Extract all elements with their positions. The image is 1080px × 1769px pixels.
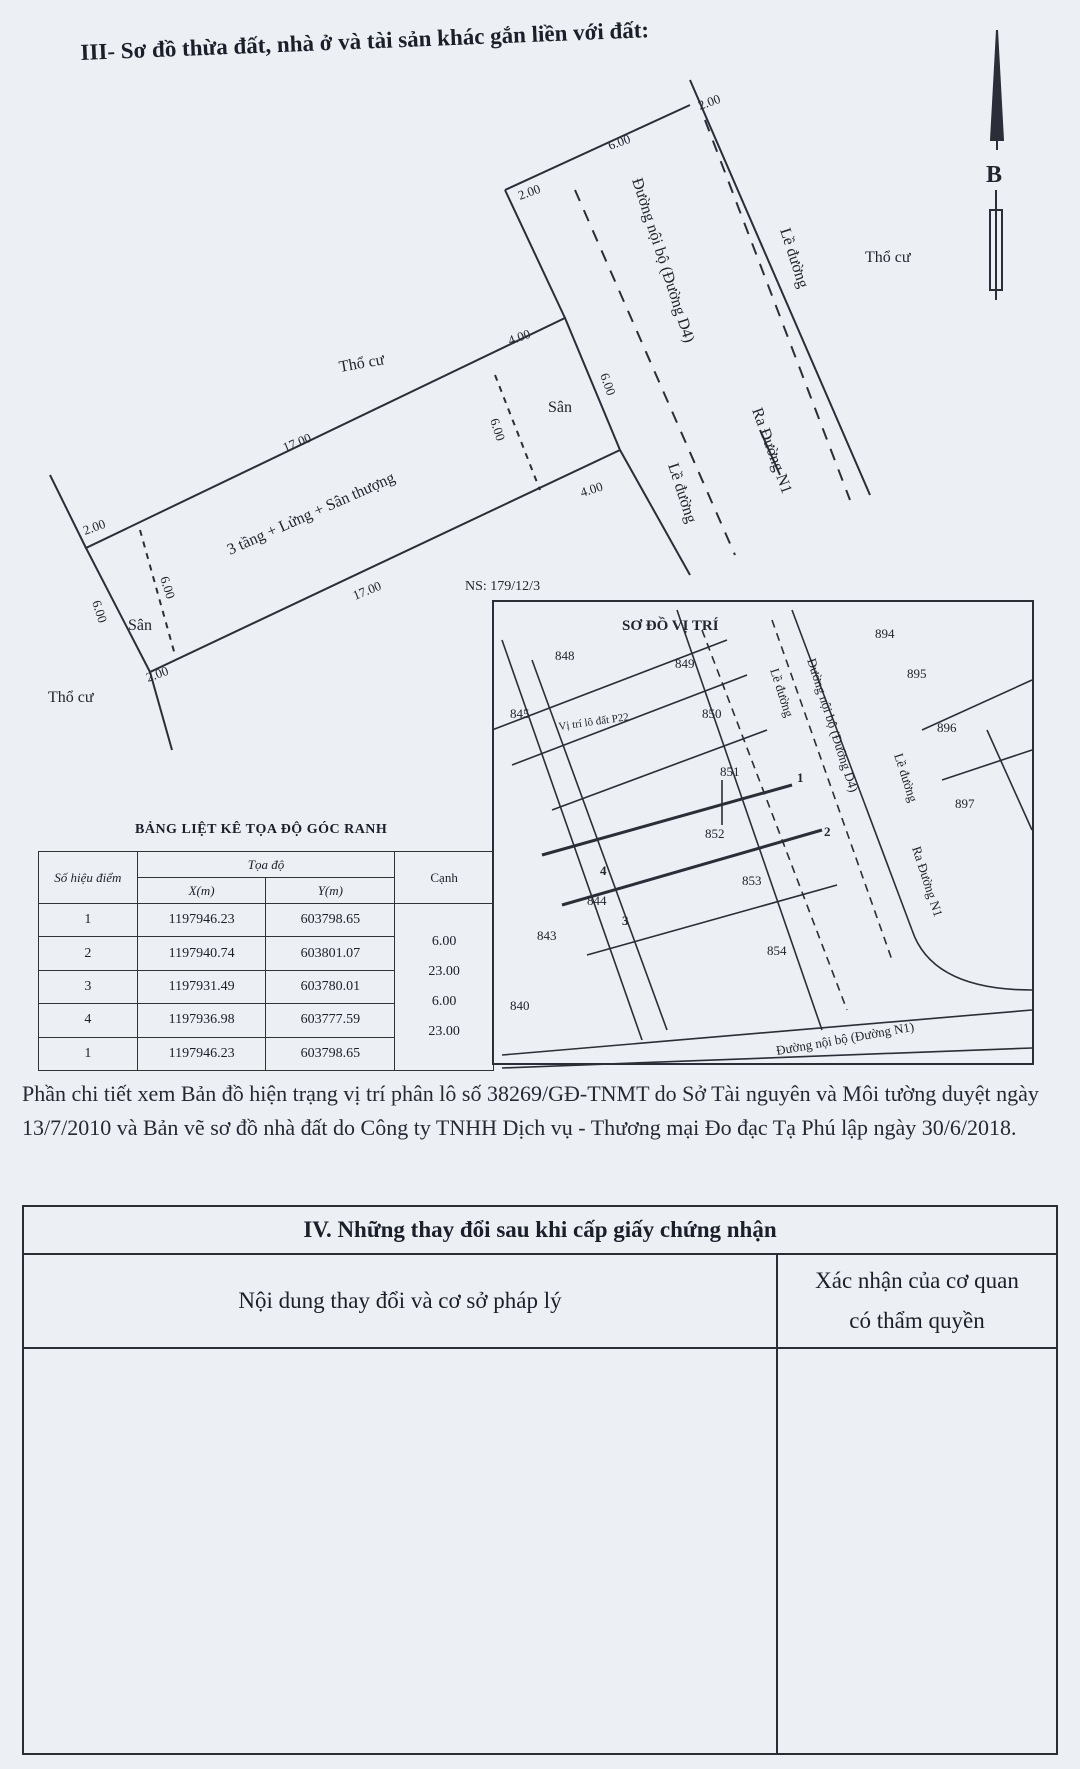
cell-y: 603798.65 [266,1037,395,1071]
parcel-844: 844 [587,893,607,908]
dim-600-e: 6.00 [89,598,111,625]
cell-point: 1 [39,1037,138,1071]
point-4: 4 [600,863,607,878]
north-label: B [986,162,1003,188]
authority-confirm-header [778,1255,1056,1347]
map-road-n1-top [502,1010,1032,1055]
ra-duong-n1-label: Ra Đường N1 [748,405,796,496]
edges-cell [395,904,494,1071]
section3-title: III- Sơ đồ thừa đất, nhà ở và tài sản khác gắn liền với đất: [80,17,650,65]
authority-line2: có thẩm quyền [849,1308,985,1333]
head-y: Y(m) [266,878,395,904]
map-ra-duong-n1: Ra Đường N1 [909,844,947,919]
cell-point: 1 [39,904,138,937]
dim-600-a: 6.00 [605,130,633,153]
point-3: 3 [622,913,629,928]
dim-200-a: 2.00 [515,180,543,203]
table-row [39,904,494,937]
dim-200-d: 2.00 [143,662,171,685]
map-road-n1-label: Đường nội bộ (Đường N1) [774,1018,916,1058]
cell-y: 603801.07 [266,937,395,970]
parcel-897: 897 [955,796,975,811]
point-2: 2 [824,824,831,839]
dim-600-b: 6.00 [597,370,620,398]
cell-x: 1197946.23 [137,904,266,937]
parcel-853: 853 [742,873,762,888]
tho-cu-left: Thổ cư [48,689,94,706]
san-left: Sân [128,617,152,634]
head-x: X(m) [137,878,266,904]
edge-1-2: 6.00 [431,934,457,949]
parcel-895: 895 [907,666,927,681]
coord-table-title: BẢNG LIỆT KÊ TỌA ĐỘ GÓC RANH [135,822,388,837]
map-corner-curve [912,930,1032,990]
map-road-d4-curb [772,620,892,960]
head-point: Số hiệu điểm [39,852,138,904]
tho-cu-right: Thổ cư [865,249,911,266]
road-edge-left [505,190,565,318]
parcel-894: 894 [875,626,895,641]
lot-p22-label: Vị trí lô đất P22 [557,711,630,733]
map-east-lot-3 [987,730,1032,830]
cell-point: 4 [39,1004,138,1037]
map-le-duong-a: Lề đường [767,666,797,719]
parcel-845: 845 [510,706,530,721]
parcel-843: 843 [537,928,557,943]
location-map-title: SƠ ĐỒ VỊ TRÍ [622,618,719,634]
map-road-d4-label: Đường nội bộ (Đường D4) [804,656,862,794]
section4-title: IV. Những thay đổi sau khi cấp giấy chứng nhận [24,1207,1056,1255]
parcel-850: 850 [702,706,722,721]
location-map-frame [493,601,1033,1064]
cell-x: 1197940.74 [137,937,266,970]
map-le-duong-b: Lề đường [891,751,921,804]
head-edge: Cạnh [395,852,494,904]
edge-3-4: 6.00 [431,994,457,1009]
le-duong-mid: Lề đường [664,460,700,526]
dim-600-d: 6.00 [157,574,179,601]
ns-label: NS: 179/12/3 [465,579,541,594]
parcel-851: 851 [720,764,740,779]
changes-content-cell [24,1349,778,1753]
map-road-d4-left [677,610,822,1030]
cell-x: 1197946.23 [137,1037,266,1071]
map-lot-p22-top [542,785,792,855]
parcel-848: 848 [555,648,575,663]
detail-note: Phần chi tiết xem Bản đồ hiện trạng vị trí phân lô số 38269/GĐ-TNMT do Sở Tài nguyên và Môi tường duyệt ngày 13/7/2010 và Bản vẽ sơ đồ nhà đất do Công ty TNHH Dịch vụ - Thương mại Đo đạc Tạ Phú lập ngày 30/6/2018. [22,1081,1039,1140]
changes-content-header: Nội dung thay đổi và cơ sở pháp lý [24,1255,778,1347]
road-d4-label: Đường nội bộ (Đường D4) [628,175,698,345]
north-arrow-head [991,30,1003,140]
san-right: Sân [548,399,572,416]
dim-400-a: 4.00 [505,325,533,348]
dim-400-b: 4.00 [578,478,605,500]
cell-y: 603780.01 [266,970,395,1003]
le-duong-top: Lề đường [776,225,812,291]
location-map [492,600,1044,1070]
cell-y: 603777.59 [266,1004,395,1037]
cell-x: 1197936.98 [137,1004,266,1037]
dim-200-b: 2.00 [695,90,723,113]
dim-200-c: 2.00 [80,515,108,538]
cell-point: 3 [39,970,138,1003]
authority-confirm-cell [778,1349,1056,1753]
ext-left-top [50,475,86,548]
road-edge-right [690,80,870,495]
parcel-849: 849 [675,656,695,671]
tho-cu-mid: Thổ cư [337,351,386,376]
dim-1700-b: 17.00 [350,577,384,603]
changes-table [22,1205,1058,1755]
parcel-896: 896 [937,720,957,735]
edge-4-1: 23.00 [428,1024,460,1039]
map-east-lot-2 [942,750,1032,780]
ext-left-bottom [150,672,172,750]
edge-2-3: 23.00 [428,964,460,979]
dim-600-c: 6.00 [487,416,509,443]
parcel-852: 852 [705,826,725,841]
dim-1700-a: 17.00 [280,429,314,455]
parcel-840: 840 [510,998,530,1013]
building-label: 3 tầng + Lửng + Sân thượng [224,469,398,559]
cell-x: 1197931.49 [137,970,266,1003]
authority-line1: Xác nhận của cơ quan [815,1268,1019,1293]
cell-y: 603798.65 [266,904,395,937]
head-coord: Tọa độ [137,852,395,878]
point-1: 1 [797,770,804,785]
cell-point: 2 [39,937,138,970]
coord-table [38,851,494,1071]
parcel-854: 854 [767,943,787,958]
road-width-line [505,105,690,190]
